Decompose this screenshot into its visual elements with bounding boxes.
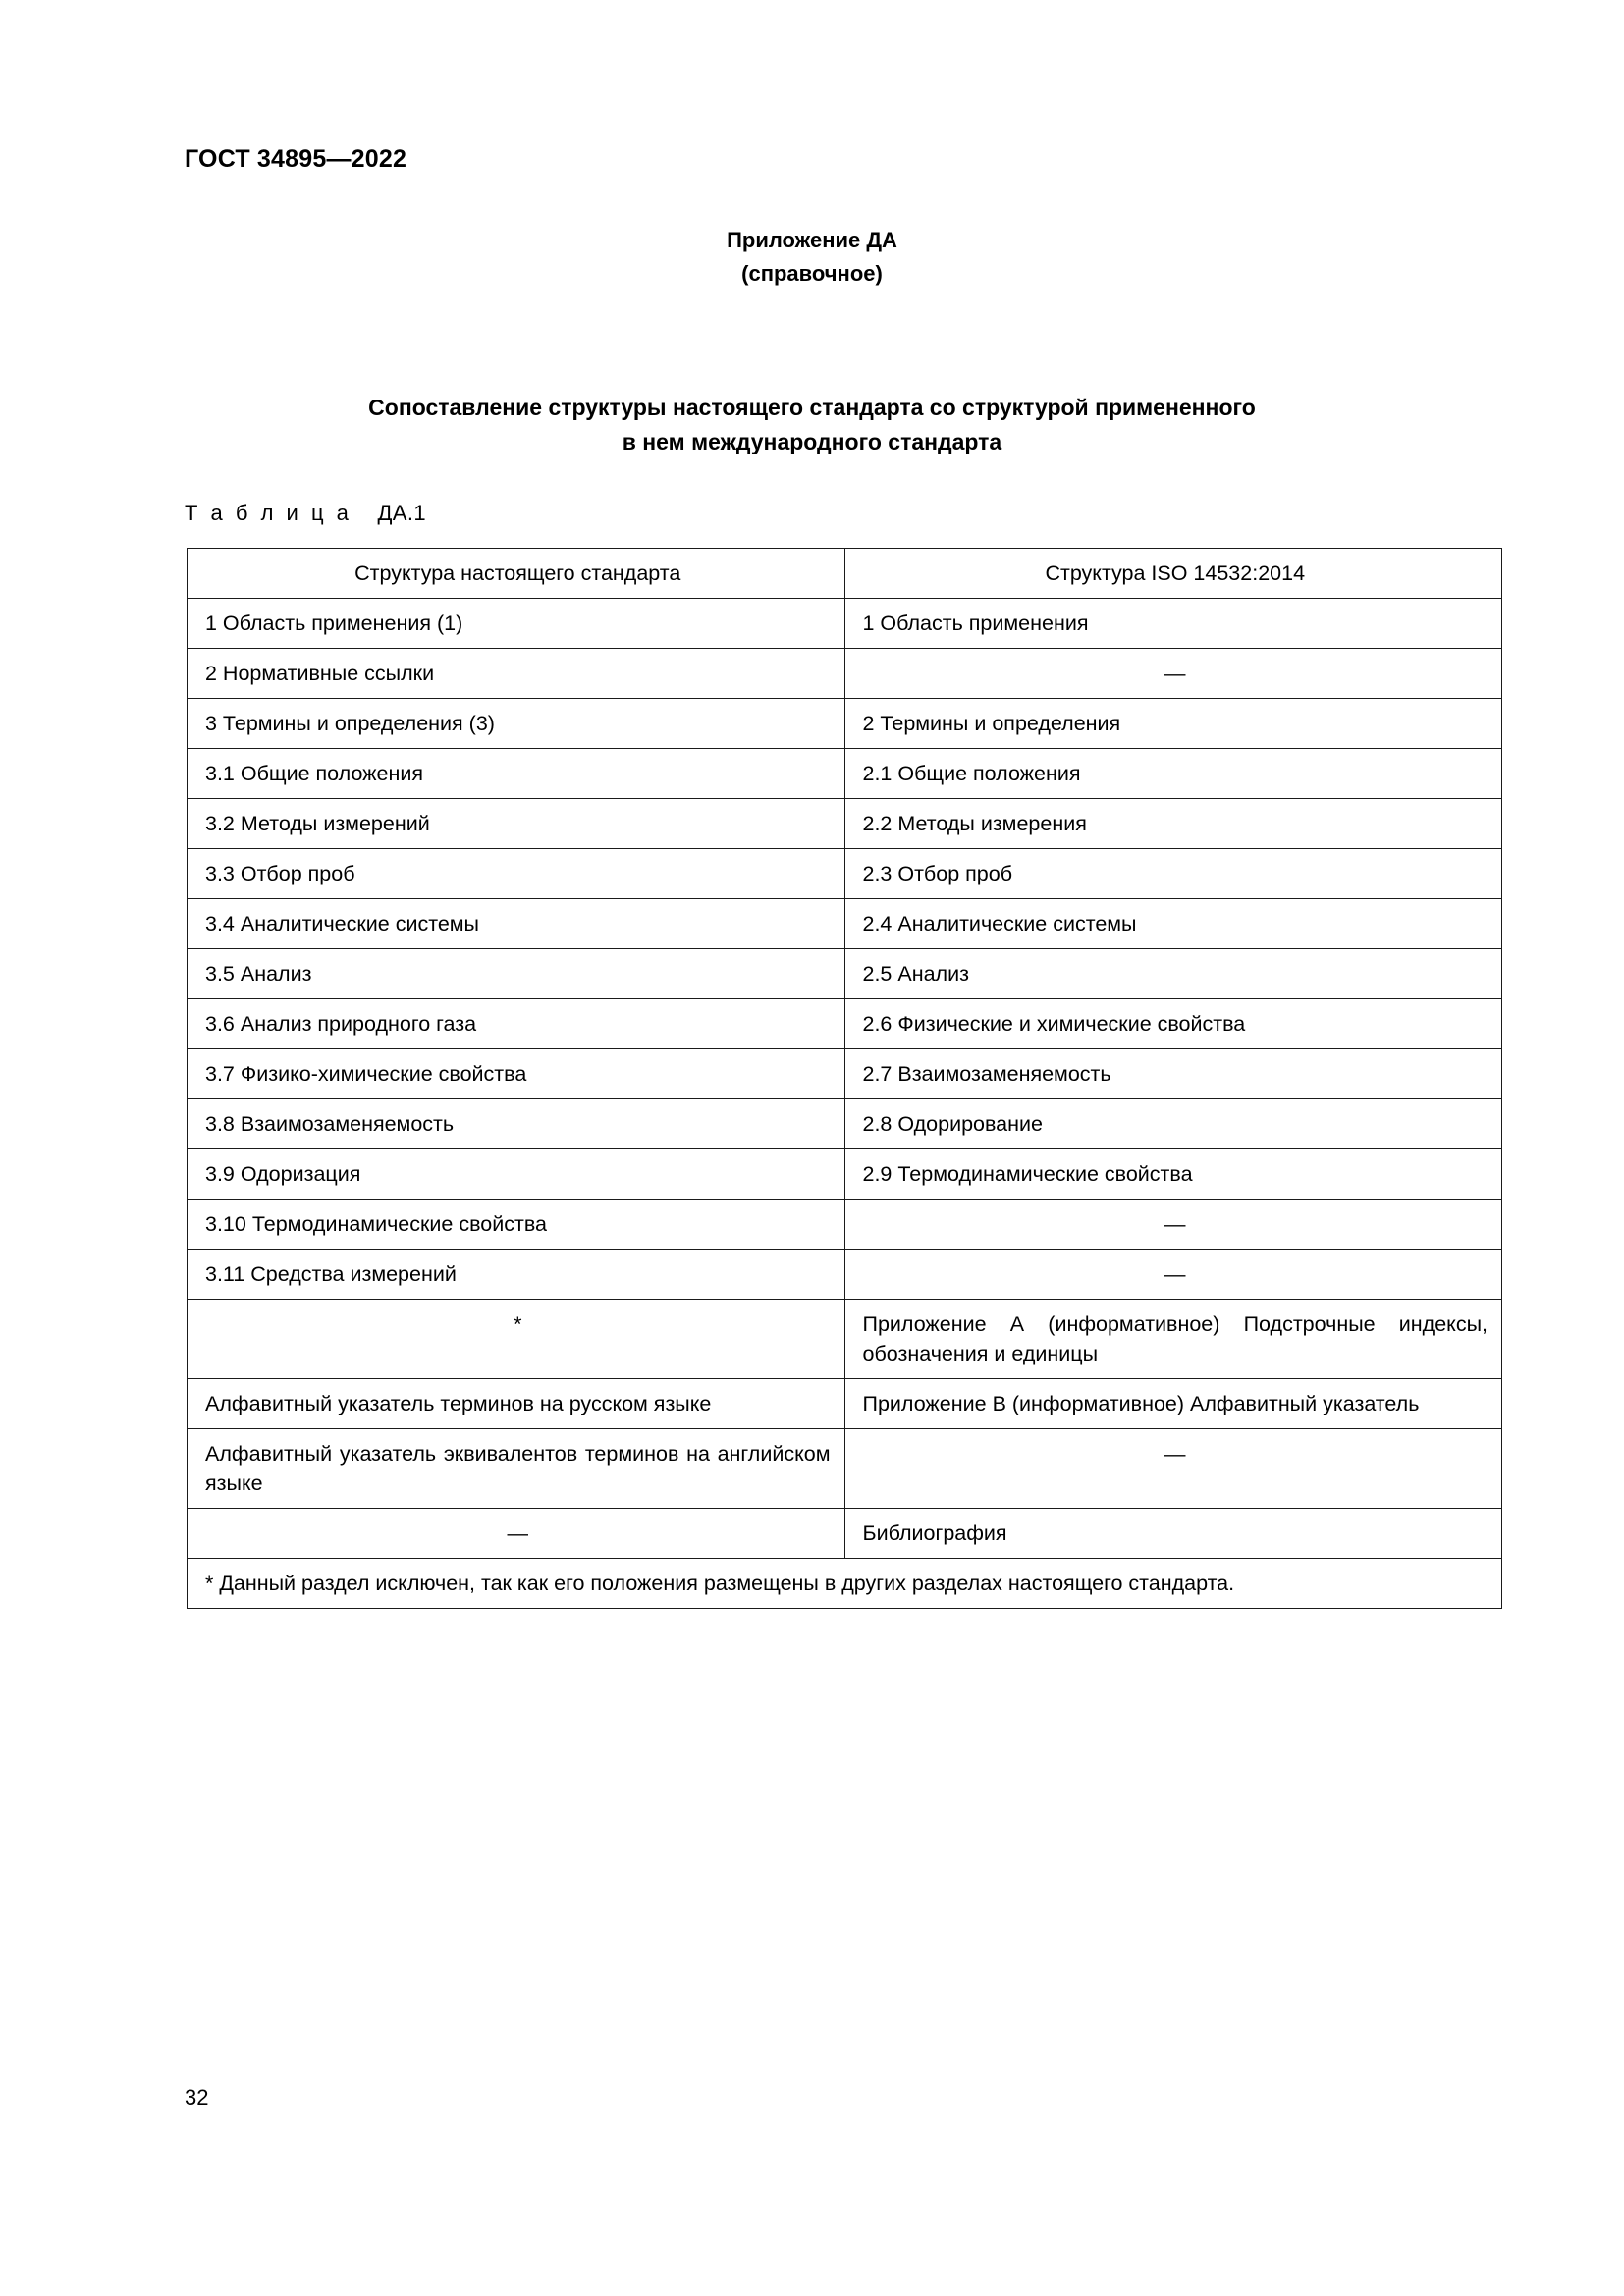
table-body — [188, 549, 1502, 1609]
annex-title-text: Приложение ДА — [727, 228, 897, 252]
comparison-table — [187, 548, 1502, 1609]
cell-structure-iso: Приложение В (информативное) Алфавитный указатель — [844, 1379, 1502, 1429]
cell-structure-iso: 2.7 Взаимозаменяемость — [844, 1049, 1502, 1099]
page-title-line-2: в нем международного стандарта — [622, 429, 1002, 454]
cell-structure-national: 3.6 Анализ природного газа — [188, 999, 845, 1049]
cell-structure-national: 3.5 Анализ — [188, 949, 845, 999]
table-row — [188, 999, 1502, 1049]
cell-structure-national: 2 Нормативные ссылки — [188, 649, 845, 699]
table-row — [188, 1429, 1502, 1509]
cell-structure-iso: — — [844, 1250, 1502, 1300]
table-row — [188, 849, 1502, 899]
cell-structure-national: 3.4 Аналитические системы — [188, 899, 845, 949]
cell-structure-national: Алфавитный указатель эквивалентов терминов на английском языке — [188, 1429, 845, 1509]
cell-structure-iso: 2 Термины и определения — [844, 699, 1502, 749]
annex-heading — [0, 224, 1624, 291]
cell-structure-national: 3.7 Физико-химические свойства — [188, 1049, 845, 1099]
table-row — [188, 649, 1502, 699]
cell-structure-iso: — — [844, 1200, 1502, 1250]
table-header-col2: Структура ISO 14532:2014 — [844, 549, 1502, 599]
table-caption — [185, 501, 426, 526]
cell-structure-national: 1 Область применения (1) — [188, 599, 845, 649]
cell-structure-iso: 2.4 Аналитические системы — [844, 899, 1502, 949]
cell-structure-iso: 2.8 Одорирование — [844, 1099, 1502, 1149]
cell-structure-iso: 2.2 Методы измерения — [844, 799, 1502, 849]
cell-structure-iso: 2.9 Термодинамические свойства — [844, 1149, 1502, 1200]
cell-structure-iso: 1 Область применения — [844, 599, 1502, 649]
table-row — [188, 1099, 1502, 1149]
cell-structure-iso: Приложение А (информативное) Подстрочные индексы, обозначения и единицы — [844, 1300, 1502, 1379]
cell-structure-national: 3 Термины и определения (3) — [188, 699, 845, 749]
standard-number: ГОСТ 34895—2022 — [185, 145, 407, 173]
table-row — [188, 1049, 1502, 1099]
table-row — [188, 1149, 1502, 1200]
cell-structure-national: 3.1 Общие положения — [188, 749, 845, 799]
cell-structure-national: 3.9 Одоризация — [188, 1149, 845, 1200]
table-row — [188, 1250, 1502, 1300]
cell-structure-iso: 2.3 Отбор проб — [844, 849, 1502, 899]
table-row — [188, 1300, 1502, 1379]
cell-structure-national: 3.8 Взаимозаменяемость — [188, 1099, 845, 1149]
page-title — [0, 391, 1624, 459]
table-row — [188, 949, 1502, 999]
table-header-col1: Структура настоящего стандарта — [188, 549, 845, 599]
cell-structure-national: 3.3 Отбор проб — [188, 849, 845, 899]
table-row — [188, 749, 1502, 799]
annex-subtitle-text: (справочное) — [741, 261, 883, 286]
cell-structure-iso: 2.5 Анализ — [844, 949, 1502, 999]
cell-structure-iso: 2.6 Физические и химические свойства — [844, 999, 1502, 1049]
table-header-row — [188, 549, 1502, 599]
table-row — [188, 599, 1502, 649]
table-footnote: * Данный раздел исключен, так как его положения размещены в других разделах настоящего стандарта. — [188, 1559, 1502, 1609]
cell-structure-national: Алфавитный указатель терминов на русском языке — [188, 1379, 845, 1429]
cell-structure-national: — — [188, 1509, 845, 1559]
cell-structure-iso: 2.1 Общие положения — [844, 749, 1502, 799]
table-caption-number: ДА.1 — [377, 501, 427, 525]
cell-structure-national: 3.10 Термодинамические свойства — [188, 1200, 845, 1250]
table-row — [188, 1200, 1502, 1250]
cell-structure-iso: — — [844, 1429, 1502, 1509]
page-number: 32 — [185, 2085, 209, 2109]
cell-structure-national: 3.11 Средства измерений — [188, 1250, 845, 1300]
cell-structure-iso: Библиография — [844, 1509, 1502, 1559]
table-row — [188, 699, 1502, 749]
cell-structure-national: * — [188, 1300, 845, 1379]
table-footnote-row — [188, 1559, 1502, 1609]
cell-structure-iso: — — [844, 649, 1502, 699]
table-row — [188, 1509, 1502, 1559]
table-caption-prefix: Т а б л и ц а — [185, 501, 352, 525]
cell-structure-national: 3.2 Методы измерений — [188, 799, 845, 849]
page-title-line-1: Сопоставление структуры настоящего стандарта со структурой примененного — [368, 395, 1256, 420]
table-row — [188, 899, 1502, 949]
table-row — [188, 799, 1502, 849]
table-row — [188, 1379, 1502, 1429]
